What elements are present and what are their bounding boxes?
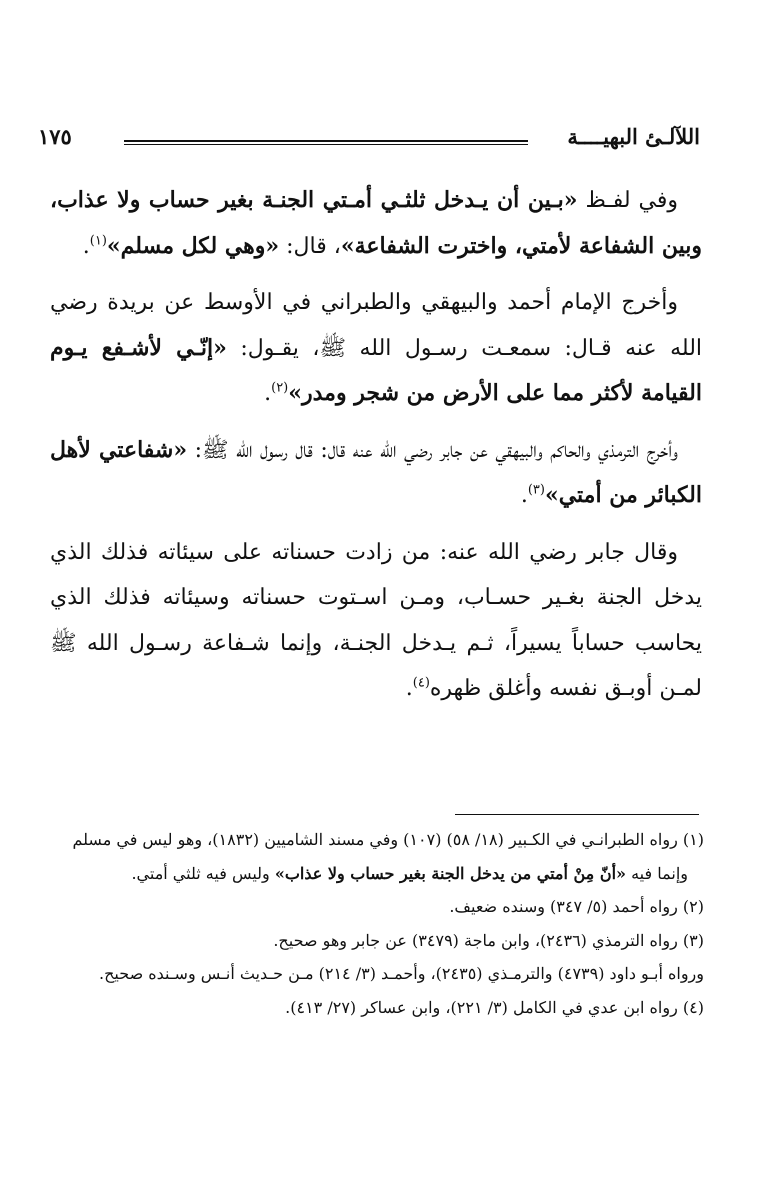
- paragraph-end: .: [82, 233, 90, 259]
- footnote-1-continuation: [48, 857, 704, 891]
- main-text: [50, 178, 702, 723]
- footnote-1: (١) رواه الطبرانـي في الكـبير (١٨/ ٥٨) (١٠٧) وفي مسند الشاميين (١٨٣٢)، وهو ليس في مسلم: [72, 830, 704, 849]
- footnote-quote: «أنّ مِنْ أمتي من يدخل الجنة بغير حساب ولا عذاب»: [274, 863, 627, 883]
- footnote-text: وإنما فيه: [626, 863, 688, 883]
- book-title: اللآلـئ البهيــــة: [567, 124, 700, 149]
- footnote-text: وليس فيه ثلثي أمتي.: [131, 863, 275, 883]
- paragraph-text: وأخرج الترمذي والحاكم والبيهقي عن جابر رضي الله عنه قال: قال رسول الله ﷺ:: [187, 437, 679, 463]
- paragraph-end: .: [405, 676, 413, 701]
- header-rule: [124, 140, 528, 145]
- footnote-ref[interactable]: (٢): [271, 380, 289, 396]
- footnotes: [48, 823, 704, 1024]
- footnote-3: (٣) رواه الترمذي (٢٤٣٦)، وابن ماجة (٣٤٧٩) عن جابر وهو صحيح.: [273, 930, 704, 950]
- hadith-quote: «وهي لكل مسلم»: [106, 232, 280, 259]
- paragraph-4: [50, 530, 702, 712]
- paragraph-text: ، قال:: [279, 233, 341, 259]
- hadith-quote: «شفاعتي لأهل الكبائر من أمتي»: [50, 436, 702, 508]
- footnote-2: (٢) رواه أحمد (٥/ ٣٤٧) وسنده ضعيف.: [449, 897, 704, 916]
- paragraph-text: وقال جابر رضي الله عنه: من زادت حسناته على سيئاته فذلك الذي يدخل الجنة بغـير حسـاب، ومـن اسـتوت حسناته وسيئاته فذلك الذي يحاسب حساباً يسيراً، ثـم يـدخل الجنـة، وإنما شـفاعة رسـول الله ﷺ لمـن أوبـق نفسه وأغلق ظهره: [50, 539, 702, 701]
- paragraph-2: [50, 280, 702, 417]
- paragraph-text: وفي لفـظ: [577, 188, 678, 213]
- paragraph-text: وأخرج الإمام أحمد والبيهقي والطبراني في الأوسط عن بريدة رضي الله عنه قـال: سمعـت رسـول الله ﷺ، يقـول:: [50, 290, 703, 361]
- page-number: ١٧٥: [38, 124, 72, 149]
- footnote-divider: [455, 814, 699, 815]
- footnote-ref[interactable]: (٤): [412, 675, 430, 691]
- running-header: [38, 120, 700, 160]
- paragraph-end: .: [520, 483, 528, 508]
- footnote-4: (٤) رواه ابن عدي في الكامل (٣/ ٢٢١)، وابن عساكر (٢٧/ ٤١٣).: [285, 997, 704, 1017]
- hadith-quote: «إنّـي لأشـفع يـوم القيامة لأكثر مما على الأرض من شجر ومدر»: [50, 334, 702, 406]
- footnote-ref[interactable]: (٣): [527, 482, 545, 498]
- footnote-3-extra: ورواه أبـو داود (٤٧٣٩) والترمـذي (٢٤٣٥)، وأحمـد (٣/ ٢١٤) مـن حـديث أنـس وسـنده صحيح.: [99, 964, 704, 983]
- paragraph-3: [50, 428, 702, 519]
- hadith-quote: «بـين أن يـدخل ثلثـي أمـتي الجنـة بغير حساب ولا عذاب، وبين الشفاعة لأمتي، واخترت الشفاعة»: [50, 187, 702, 259]
- footnote-ref[interactable]: (١): [89, 233, 107, 249]
- paragraph-1: [50, 178, 702, 269]
- paragraph-end: .: [264, 381, 272, 406]
